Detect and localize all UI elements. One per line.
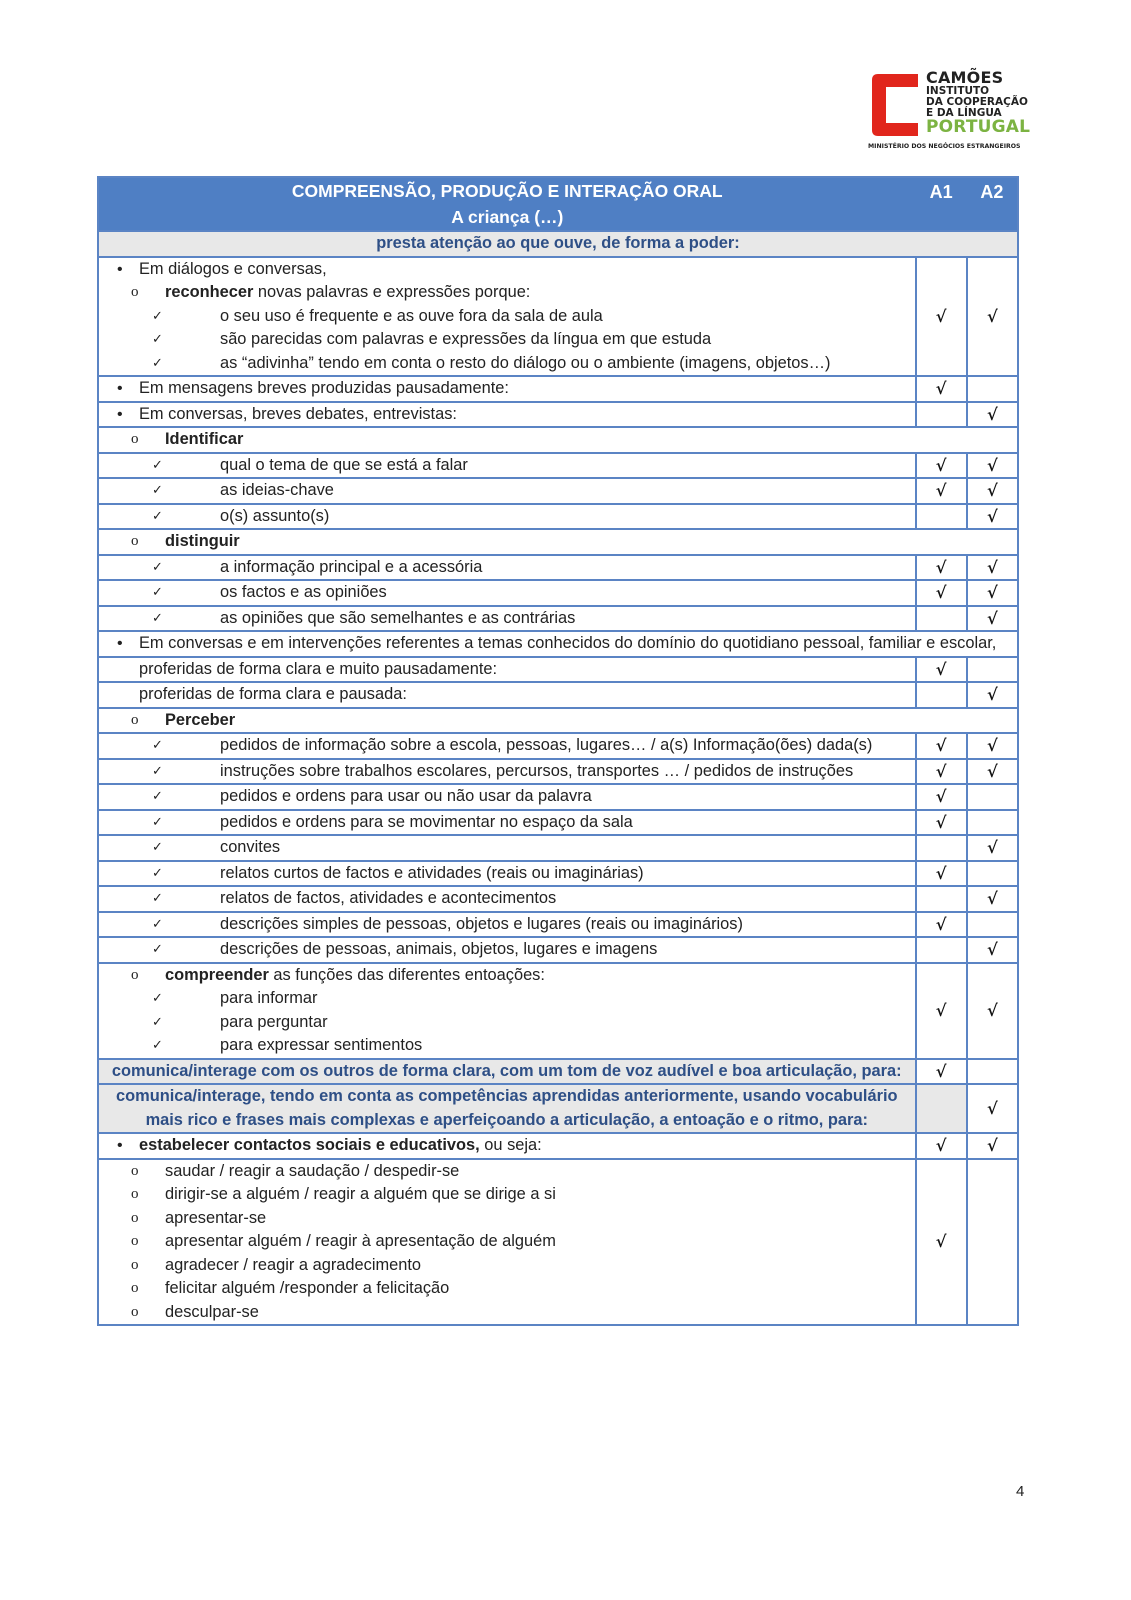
check-item: ✓ as ideias-chave [99,479,915,503]
a1-check-mark: √ [916,555,967,581]
a2-check-mark: √ [967,937,1018,963]
check-item: ✓ convites [99,836,915,860]
check-item: ✓ instruções sobre trabalhos escolares, percursos, transportes … / pedidos de instruções [99,760,915,784]
sub-item: o dirigir-se a alguém / reagir a alguém que se dirige a si [99,1183,915,1207]
table-row [98,376,1018,402]
a2-check-mark: √ [967,504,1018,530]
camoes-logo [868,70,1038,152]
table-row [98,912,1018,938]
check-item: ✓ as “adivinha” tendo em conta o resto do diálogo ou o ambiente (imagens, objetos…) [99,352,915,376]
a2-check-mark: √ [967,1133,1018,1159]
a2-check-mark: √ [967,1084,1018,1133]
table-row [98,631,1018,657]
check-item: ✓ são parecidas com palavras e expressões da língua em que estuda [99,328,915,352]
sub-item: o apresentar-se [99,1207,915,1231]
a2-check-mark: √ [967,555,1018,581]
table-subtitle: A criança (…) [451,207,564,227]
col-a1-header: A1 [916,177,967,231]
table-row [98,657,1018,683]
bullet-item: • Em conversas, breves debates, entrevistas: [99,403,915,427]
table-row [98,580,1018,606]
competency-table [97,176,1019,1326]
section-title: comunica/interage, tendo em conta as competências aprendidas anteriormente, usando vocabulário mais rico e frases mais complexas e aperfeiçoando a articulação, a entoação e o ritmo, para: [98,1084,916,1133]
check-item: ✓ relatos de factos, atividades e acontecimentos [99,887,915,911]
table-row [98,504,1018,530]
a1-check-mark: √ [916,759,967,785]
sub-item: o agradecer / reagir a agradecimento [99,1254,915,1278]
table-row [98,810,1018,836]
check-item: ✓ qual o tema de que se está a falar [99,454,915,478]
a1-check-mark: √ [916,1159,967,1326]
check-item: ✓ para informar [99,987,915,1011]
a1-check-mark: √ [916,453,967,479]
table-row [98,257,1018,377]
sub-item: o saudar / reagir a saudação / despedir-se [99,1160,915,1184]
table-row [98,1133,1018,1159]
table-row [98,886,1018,912]
sub-item: o desculpar-se [99,1301,915,1325]
a1-check-mark: √ [916,657,967,683]
table-header [98,177,1018,231]
check-item: ✓ descrições de pessoas, animais, objetos, lugares e imagens [99,938,915,962]
logo-portugal: PORTUGAL [926,117,1031,137]
logo-lingua: E DA LÍNGUA [926,107,1002,119]
a2-check-mark: √ [967,682,1018,708]
page-number: 4 [1016,1483,1025,1500]
check-item: ✓ a informação principal e a acessória [99,556,915,580]
sub-item: o Identificar [99,428,1017,452]
a2-check-mark: √ [967,606,1018,632]
check-item: ✓ para expressar sentimentos [99,1034,915,1058]
section-title-row [98,231,1018,257]
a2-check-mark: √ [967,453,1018,479]
table-row [98,453,1018,479]
table-row [98,606,1018,632]
a1-check-mark: √ [916,733,967,759]
camoes-c-logo-icon [868,70,920,140]
table-title: COMPREENSÃO, PRODUÇÃO E INTERAÇÃO ORAL [291,181,723,201]
check-item: ✓ o seu uso é frequente e as ouve fora da sala de aula [99,305,915,329]
a1-check-mark: √ [916,1059,967,1085]
a2-check-mark: √ [967,835,1018,861]
logo-instituto: INSTITUTO [926,85,990,97]
check-item: ✓ pedidos e ordens para se movimentar no espaço da sala [99,811,915,835]
table-row [98,478,1018,504]
plain-item: proferidas de forma clara e muito pausadamente: [139,659,498,678]
a1-check-mark: √ [916,478,967,504]
table-row [98,682,1018,708]
check-item: ✓ para perguntar [99,1011,915,1035]
table-row [98,402,1018,428]
table-row [98,784,1018,810]
a2-check-mark: √ [967,402,1018,428]
a2-check-mark: √ [967,886,1018,912]
table-row [98,963,1018,1059]
check-item: ✓ os factos e as opiniões [99,581,915,605]
table-row [98,1059,1018,1085]
sub-item: o apresentar alguém / reagir à apresentação de alguém [99,1230,915,1254]
a1-check-mark: √ [916,376,967,402]
table-row [98,529,1018,555]
a2-check-mark: √ [967,580,1018,606]
table-row [98,937,1018,963]
a1-check-mark: √ [916,580,967,606]
table-row [98,1084,1018,1133]
check-item: ✓ pedidos de informação sobre a escola, pessoas, lugares… / a(s) Informação(ões) dada(s) [99,734,915,758]
a2-check-mark: √ [967,759,1018,785]
a1-check-mark: √ [916,912,967,938]
table-row [98,835,1018,861]
a1-check-mark: √ [916,784,967,810]
a2-check-mark: √ [967,478,1018,504]
sub-item: o felicitar alguém /responder a felicitação [99,1277,915,1301]
table-row [98,555,1018,581]
table-row [98,759,1018,785]
a1-check-mark: √ [916,861,967,887]
check-item: ✓ descrições simples de pessoas, objetos e lugares (reais ou imaginários) [99,913,915,937]
check-item: ✓ relatos curtos de factos e atividades (reais ou imaginárias) [99,862,915,886]
sub-item: o Perceber [99,709,1017,733]
check-item: ✓ pedidos e ordens para usar ou não usar da palavra [99,785,915,809]
logo-cooperacao: DA COOPERAÇÃO [926,96,1028,108]
sub-item: o reconhecer novas palavras e expressões porque: [99,281,915,305]
col-a2-header: A2 [967,177,1018,231]
a2-check-mark: √ [967,257,1018,377]
table-row [98,733,1018,759]
section-title: presta atenção ao que ouve, de forma a poder: [98,231,1018,257]
logo-camoes: CAMÕES [926,68,1004,87]
table-row [98,861,1018,887]
logo-ministerio: MINISTÉRIO DOS NEGÓCIOS ESTRANGEIROS [868,143,1021,150]
table-row [98,427,1018,453]
sub-item: o compreender as funções das diferentes entoações: [99,964,915,988]
check-item: ✓ as opiniões que são semelhantes e as contrárias [99,607,915,631]
a1-check-mark: √ [916,810,967,836]
a1-check-mark: √ [916,963,967,1059]
sub-item: o distinguir [99,530,1017,554]
table-row [98,1159,1018,1326]
a2-check-mark: √ [967,963,1018,1059]
check-item: ✓ o(s) assunto(s) [99,505,915,529]
section-title: comunica/interage com os outros de forma clara, com um tom de voz audível e boa articulação, para: [98,1059,916,1085]
bullet-item: • Em conversas e em intervenções referentes a temas conhecidos do domínio do quotidiano pessoal, familiar e escolar, [99,632,1017,656]
a2-check-mark: √ [967,733,1018,759]
bullet-item: • estabelecer contactos sociais e educativos, ou seja: [99,1134,915,1158]
table-row [98,708,1018,734]
plain-item: proferidas de forma clara e pausada: [139,685,407,703]
a1-check-mark: √ [916,1133,967,1159]
a1-check-mark: √ [916,257,967,377]
bullet-item: • Em diálogos e conversas, [99,258,915,282]
bullet-item: • Em mensagens breves produzidas pausadamente: [99,377,915,401]
